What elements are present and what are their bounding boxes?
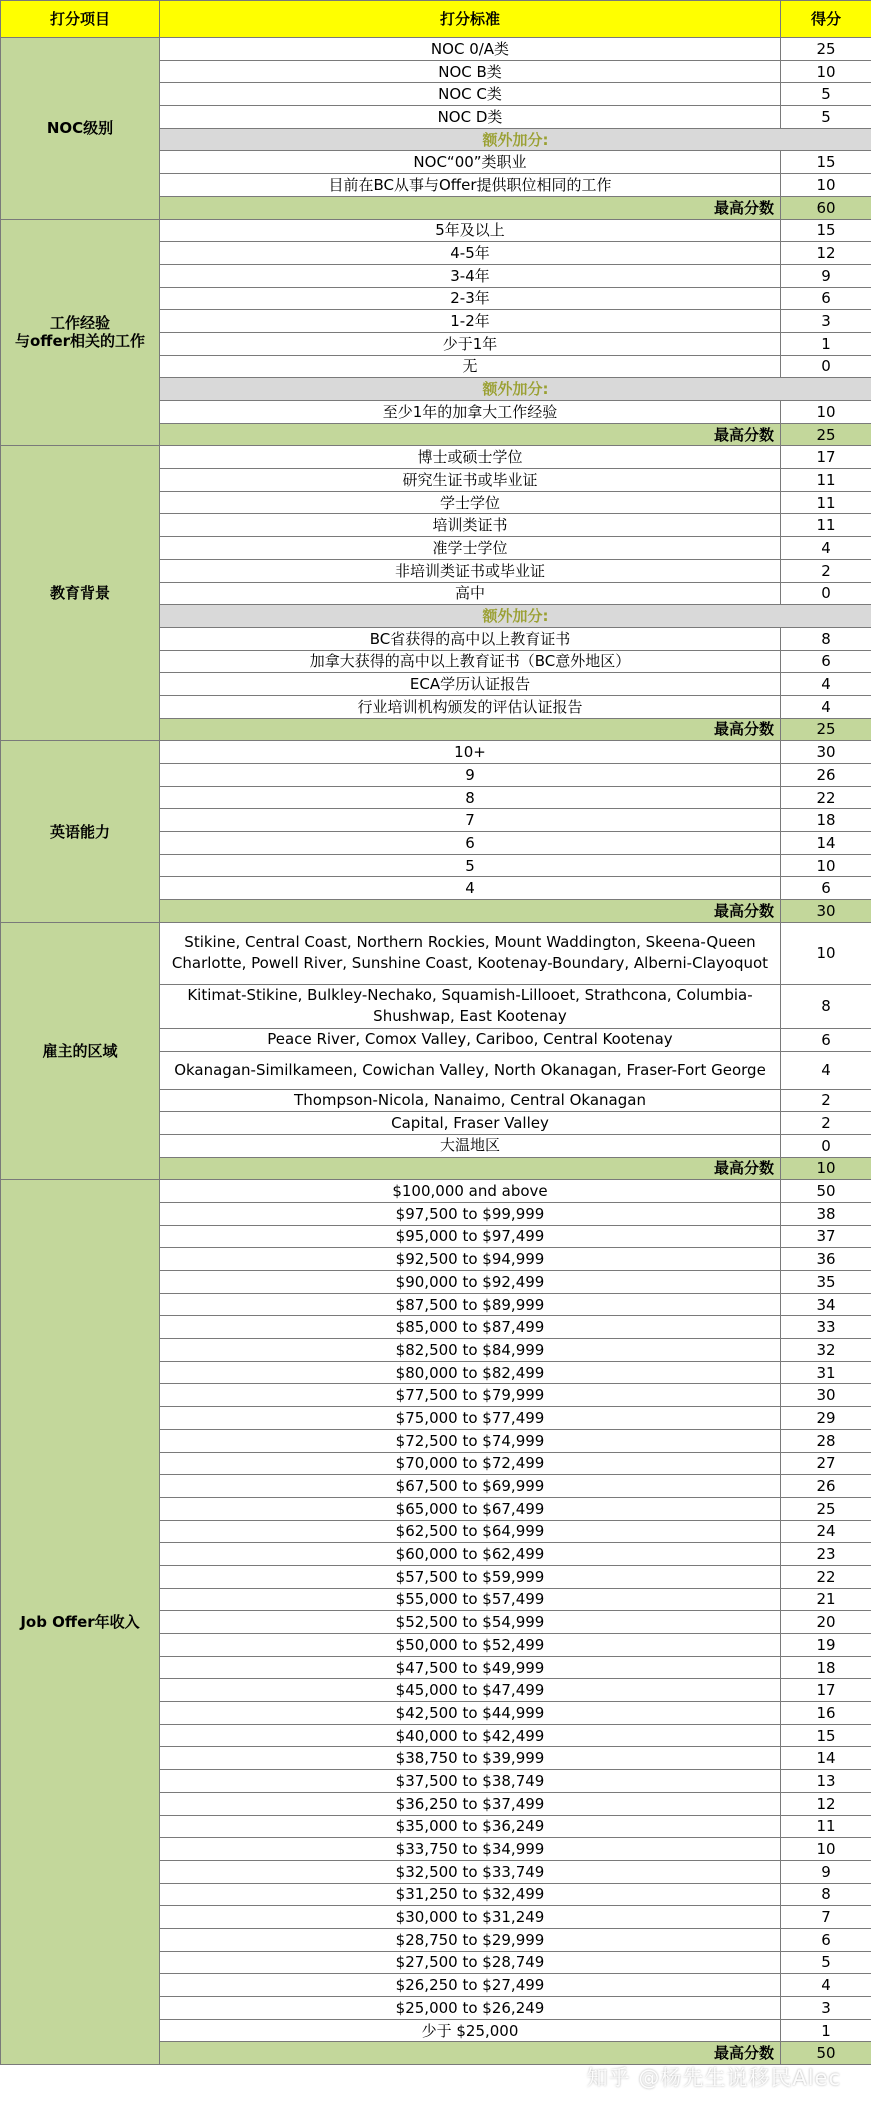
table-row bbox=[1, 219, 871, 242]
criteria-cell: $35,000 to $36,249 bbox=[160, 1815, 781, 1838]
score-cell: 36 bbox=[781, 1248, 871, 1271]
criteria-cell: $52,500 to $54,999 bbox=[160, 1611, 781, 1634]
criteria-cell: 2-3年 bbox=[160, 287, 781, 310]
score-cell: 1 bbox=[781, 332, 871, 355]
score-cell: 26 bbox=[781, 764, 871, 787]
criteria-cell: 少于1年 bbox=[160, 332, 781, 355]
criteria-cell: $90,000 to $92,499 bbox=[160, 1271, 781, 1294]
score-cell: 27 bbox=[781, 1452, 871, 1475]
max-score-value: 25 bbox=[781, 718, 871, 741]
score-cell: 3 bbox=[781, 310, 871, 333]
score-cell: 12 bbox=[781, 242, 871, 265]
score-cell: 8 bbox=[781, 984, 871, 1028]
score-cell: 10 bbox=[781, 174, 871, 197]
score-cell: 29 bbox=[781, 1407, 871, 1430]
criteria-cell: 1-2年 bbox=[160, 310, 781, 333]
criteria-cell: $38,750 to $39,999 bbox=[160, 1747, 781, 1770]
criteria-cell: 目前在BC从事与Offer提供职位相同的工作 bbox=[160, 174, 781, 197]
header-category: 打分项目 bbox=[1, 1, 160, 38]
score-cell: 9 bbox=[781, 264, 871, 287]
score-cell: 26 bbox=[781, 1475, 871, 1498]
criteria-cell: $67,500 to $69,999 bbox=[160, 1475, 781, 1498]
score-cell: 6 bbox=[781, 877, 871, 900]
criteria-cell: $47,500 to $49,999 bbox=[160, 1656, 781, 1679]
score-cell: 21 bbox=[781, 1588, 871, 1611]
table-row bbox=[1, 1180, 871, 1203]
criteria-cell: 3-4年 bbox=[160, 264, 781, 287]
header-row bbox=[1, 1, 871, 38]
criteria-cell: $55,000 to $57,499 bbox=[160, 1588, 781, 1611]
score-cell: 11 bbox=[781, 491, 871, 514]
criteria-cell: $27,500 to $28,749 bbox=[160, 1951, 781, 1974]
criteria-cell: 大温地区 bbox=[160, 1134, 781, 1157]
criteria-cell: $82,500 to $84,999 bbox=[160, 1339, 781, 1362]
criteria-cell: $75,000 to $77,499 bbox=[160, 1407, 781, 1430]
criteria-cell: 5 bbox=[160, 854, 781, 877]
criteria-cell: $77,500 to $79,999 bbox=[160, 1384, 781, 1407]
criteria-cell: 9 bbox=[160, 764, 781, 787]
criteria-cell: 学士学位 bbox=[160, 491, 781, 514]
table-row bbox=[1, 446, 871, 469]
score-cell: 10 bbox=[781, 401, 871, 424]
extra-points-label: 额外加分: bbox=[160, 128, 871, 151]
table-row bbox=[1, 741, 871, 764]
criteria-cell: $97,500 to $99,999 bbox=[160, 1202, 781, 1225]
max-score-label: 最高分数 bbox=[160, 196, 781, 219]
criteria-cell: NOC“00”类职业 bbox=[160, 151, 781, 174]
criteria-cell: $65,000 to $67,499 bbox=[160, 1497, 781, 1520]
criteria-cell: NOC 0/A类 bbox=[160, 38, 781, 61]
category-cell: 雇主的区域 bbox=[1, 922, 160, 1179]
score-cell: 8 bbox=[781, 1883, 871, 1906]
criteria-cell: $25,000 to $26,249 bbox=[160, 1997, 781, 2020]
criteria-cell: 博士或硕士学位 bbox=[160, 446, 781, 469]
max-score-value: 10 bbox=[781, 1157, 871, 1180]
criteria-cell: $95,000 to $97,499 bbox=[160, 1225, 781, 1248]
score-cell: 33 bbox=[781, 1316, 871, 1339]
category-cell: 教育背景 bbox=[1, 446, 160, 741]
criteria-cell: 6 bbox=[160, 832, 781, 855]
criteria-cell: Thompson-Nicola, Nanaimo, Central Okanagan bbox=[160, 1089, 781, 1112]
score-cell: 15 bbox=[781, 151, 871, 174]
max-score-label: 最高分数 bbox=[160, 423, 781, 446]
score-cell: 0 bbox=[781, 1134, 871, 1157]
score-cell: 10 bbox=[781, 854, 871, 877]
criteria-cell: $72,500 to $74,999 bbox=[160, 1429, 781, 1452]
score-cell: 25 bbox=[781, 38, 871, 61]
score-cell: 11 bbox=[781, 514, 871, 537]
criteria-cell: $40,000 to $42,499 bbox=[160, 1724, 781, 1747]
criteria-cell: Capital, Fraser Valley bbox=[160, 1112, 781, 1135]
max-score-value: 60 bbox=[781, 196, 871, 219]
header-score: 得分 bbox=[781, 1, 871, 38]
score-cell: 7 bbox=[781, 1906, 871, 1929]
score-cell: 9 bbox=[781, 1860, 871, 1883]
score-cell: 2 bbox=[781, 1089, 871, 1112]
criteria-cell: $31,250 to $32,499 bbox=[160, 1883, 781, 1906]
score-cell: 1 bbox=[781, 2019, 871, 2042]
criteria-cell: 4-5年 bbox=[160, 242, 781, 265]
score-cell: 22 bbox=[781, 1565, 871, 1588]
score-cell: 30 bbox=[781, 741, 871, 764]
score-cell: 22 bbox=[781, 786, 871, 809]
score-cell: 35 bbox=[781, 1271, 871, 1294]
max-score-value: 30 bbox=[781, 900, 871, 923]
score-cell: 31 bbox=[781, 1361, 871, 1384]
criteria-cell: $100,000 and above bbox=[160, 1180, 781, 1203]
criteria-cell: $42,500 to $44,999 bbox=[160, 1702, 781, 1725]
criteria-cell: 准学士学位 bbox=[160, 537, 781, 560]
score-cell: 4 bbox=[781, 1974, 871, 1997]
criteria-cell: $33,750 to $34,999 bbox=[160, 1838, 781, 1861]
score-cell: 38 bbox=[781, 1202, 871, 1225]
criteria-cell: $36,250 to $37,499 bbox=[160, 1792, 781, 1815]
score-cell: 32 bbox=[781, 1339, 871, 1362]
criteria-cell: $62,500 to $64,999 bbox=[160, 1520, 781, 1543]
criteria-cell: $28,750 to $29,999 bbox=[160, 1928, 781, 1951]
max-score-label: 最高分数 bbox=[160, 2042, 781, 2065]
criteria-cell: $92,500 to $94,999 bbox=[160, 1248, 781, 1271]
score-cell: 0 bbox=[781, 355, 871, 378]
score-cell: 2 bbox=[781, 559, 871, 582]
score-cell: 4 bbox=[781, 673, 871, 696]
score-cell: 11 bbox=[781, 1815, 871, 1838]
criteria-cell: $60,000 to $62,499 bbox=[160, 1543, 781, 1566]
criteria-cell: 培训类证书 bbox=[160, 514, 781, 537]
score-cell: 50 bbox=[781, 1180, 871, 1203]
score-cell: 2 bbox=[781, 1112, 871, 1135]
criteria-cell: $80,000 to $82,499 bbox=[160, 1361, 781, 1384]
criteria-cell: $57,500 to $59,999 bbox=[160, 1565, 781, 1588]
score-cell: 5 bbox=[781, 83, 871, 106]
score-cell: 14 bbox=[781, 832, 871, 855]
score-cell: 25 bbox=[781, 1497, 871, 1520]
criteria-cell: ECA学历认证报告 bbox=[160, 673, 781, 696]
score-cell: 4 bbox=[781, 537, 871, 560]
criteria-cell: NOC B类 bbox=[160, 60, 781, 83]
extra-points-label: 额外加分: bbox=[160, 605, 871, 628]
score-cell: 10 bbox=[781, 60, 871, 83]
max-score-label: 最高分数 bbox=[160, 718, 781, 741]
score-cell: 17 bbox=[781, 446, 871, 469]
criteria-cell: $87,500 to $89,999 bbox=[160, 1293, 781, 1316]
score-cell: 6 bbox=[781, 650, 871, 673]
score-cell: 13 bbox=[781, 1770, 871, 1793]
score-cell: 18 bbox=[781, 1656, 871, 1679]
score-cell: 10 bbox=[781, 922, 871, 984]
score-cell: 34 bbox=[781, 1293, 871, 1316]
criteria-cell: $85,000 to $87,499 bbox=[160, 1316, 781, 1339]
max-score-label: 最高分数 bbox=[160, 900, 781, 923]
criteria-cell: 非培训类证书或毕业证 bbox=[160, 559, 781, 582]
max-score-label: 最高分数 bbox=[160, 1157, 781, 1180]
criteria-cell: $45,000 to $47,499 bbox=[160, 1679, 781, 1702]
criteria-cell: 至少1年的加拿大工作经验 bbox=[160, 401, 781, 424]
criteria-cell: 研究生证书或毕业证 bbox=[160, 469, 781, 492]
criteria-cell: $70,000 to $72,499 bbox=[160, 1452, 781, 1475]
score-cell: 15 bbox=[781, 1724, 871, 1747]
criteria-cell: 高中 bbox=[160, 582, 781, 605]
watermark: 知乎 @杨先生说移民Alec bbox=[586, 2066, 841, 2090]
score-cell: 5 bbox=[781, 106, 871, 129]
table-row bbox=[1, 922, 871, 984]
criteria-cell: 无 bbox=[160, 355, 781, 378]
score-cell: 23 bbox=[781, 1543, 871, 1566]
criteria-cell: 行业培训机构颁发的评估认证报告 bbox=[160, 695, 781, 718]
criteria-cell: Kitimat-Stikine, Bulkley-Nechako, Squamish-Lillooet, Strathcona, Columbia-Shushwap, East Kootenay bbox=[160, 984, 781, 1028]
criteria-cell: Stikine, Central Coast, Northern Rockies, Mount Waddington, Skeena-Queen Charlotte, Powell River, Sunshine Coast, Kootenay-Boundary, Alberni-Clayoquot bbox=[160, 922, 781, 984]
score-cell: 4 bbox=[781, 695, 871, 718]
max-score-value: 25 bbox=[781, 423, 871, 446]
score-cell: 28 bbox=[781, 1429, 871, 1452]
criteria-cell: NOC C类 bbox=[160, 83, 781, 106]
score-cell: 0 bbox=[781, 582, 871, 605]
criteria-cell: Okanagan-Similkameen, Cowichan Valley, North Okanagan, Fraser-Fort George bbox=[160, 1051, 781, 1089]
criteria-cell: 8 bbox=[160, 786, 781, 809]
criteria-cell: BC省获得的高中以上教育证书 bbox=[160, 627, 781, 650]
score-cell: 19 bbox=[781, 1634, 871, 1657]
score-cell: 6 bbox=[781, 287, 871, 310]
score-cell: 4 bbox=[781, 1051, 871, 1089]
extra-points-label: 额外加分: bbox=[160, 378, 871, 401]
header-criteria: 打分标准 bbox=[160, 1, 781, 38]
criteria-cell: 5年及以上 bbox=[160, 219, 781, 242]
category-cell: 工作经验 与offer相关的工作 bbox=[1, 219, 160, 446]
score-cell: 24 bbox=[781, 1520, 871, 1543]
score-cell: 17 bbox=[781, 1679, 871, 1702]
criteria-cell: 4 bbox=[160, 877, 781, 900]
score-cell: 30 bbox=[781, 1384, 871, 1407]
criteria-cell: $26,250 to $27,499 bbox=[160, 1974, 781, 1997]
score-cell: 37 bbox=[781, 1225, 871, 1248]
score-cell: 18 bbox=[781, 809, 871, 832]
category-cell: Job Offer年收入 bbox=[1, 1180, 160, 2065]
criteria-cell: 少于 $25,000 bbox=[160, 2019, 781, 2042]
table-row bbox=[1, 38, 871, 61]
category-cell: 英语能力 bbox=[1, 741, 160, 923]
score-cell: 8 bbox=[781, 627, 871, 650]
category-cell: NOC级别 bbox=[1, 38, 160, 220]
criteria-cell: 7 bbox=[160, 809, 781, 832]
criteria-cell: $50,000 to $52,499 bbox=[160, 1634, 781, 1657]
max-score-value: 50 bbox=[781, 2042, 871, 2065]
score-cell: 10 bbox=[781, 1838, 871, 1861]
criteria-cell: Peace River, Comox Valley, Cariboo, Central Kootenay bbox=[160, 1028, 781, 1051]
score-cell: 20 bbox=[781, 1611, 871, 1634]
criteria-cell: NOC D类 bbox=[160, 106, 781, 129]
score-cell: 15 bbox=[781, 219, 871, 242]
score-cell: 3 bbox=[781, 1997, 871, 2020]
score-cell: 16 bbox=[781, 1702, 871, 1725]
score-cell: 6 bbox=[781, 1928, 871, 1951]
criteria-cell: $32,500 to $33,749 bbox=[160, 1860, 781, 1883]
criteria-cell: 10+ bbox=[160, 741, 781, 764]
criteria-cell: $30,000 to $31,249 bbox=[160, 1906, 781, 1929]
score-cell: 14 bbox=[781, 1747, 871, 1770]
score-cell: 12 bbox=[781, 1792, 871, 1815]
criteria-cell: 加拿大获得的高中以上教育证书（BC意外地区） bbox=[160, 650, 781, 673]
score-cell: 5 bbox=[781, 1951, 871, 1974]
score-cell: 11 bbox=[781, 469, 871, 492]
criteria-cell: $37,500 to $38,749 bbox=[160, 1770, 781, 1793]
score-cell: 6 bbox=[781, 1028, 871, 1051]
